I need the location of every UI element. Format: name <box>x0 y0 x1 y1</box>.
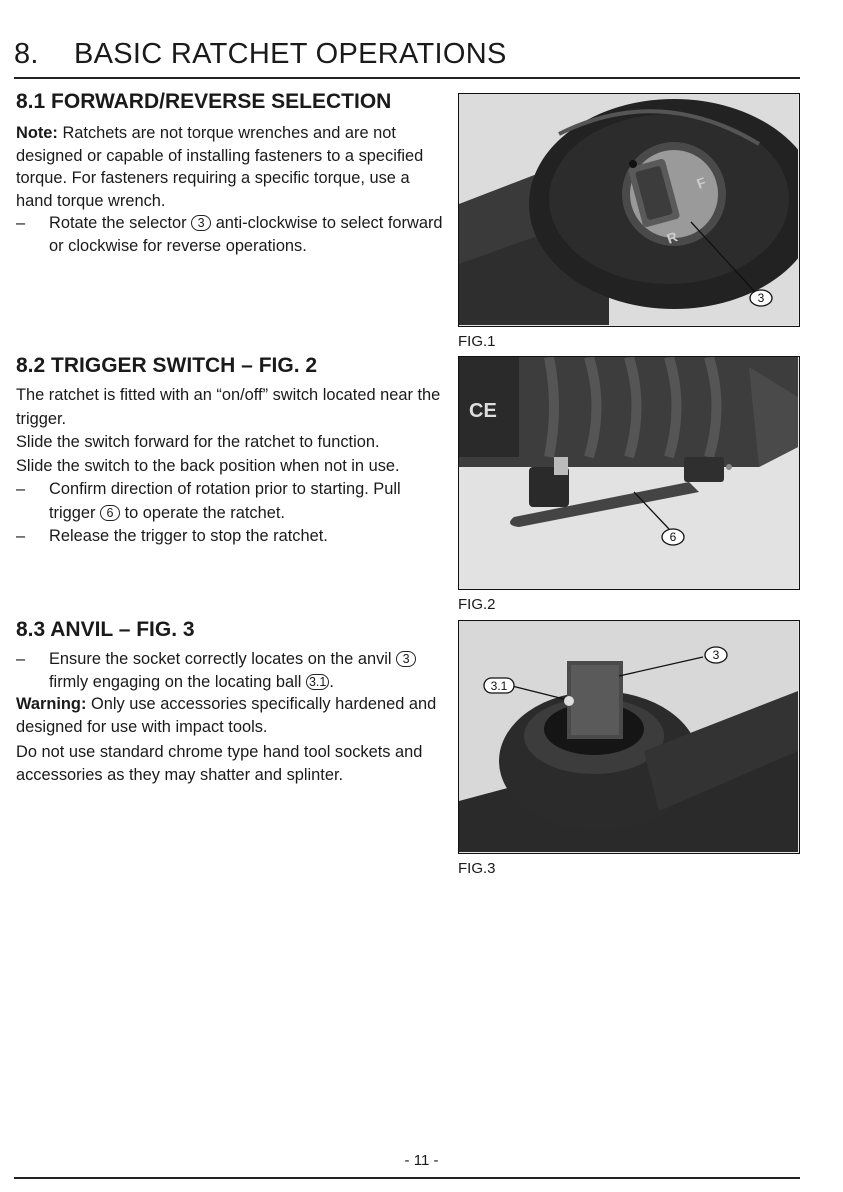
ref-callout: 3 <box>396 651 416 667</box>
bullet-text: . <box>329 672 334 691</box>
selector-letter-r: R <box>664 228 680 247</box>
bullet-text: Confirm direction of rotation prior to starting. Pull trigger <box>49 480 401 522</box>
paragraph: The ratchet is fitted with an “on/off” switch located near the trigger. <box>16 386 441 428</box>
callout-3: 3 <box>712 648 720 662</box>
chapter-title: BASIC RATCHET OPERATIONS <box>74 38 507 70</box>
bullet-dash: – <box>16 214 26 232</box>
chapter-number: 8. <box>14 38 39 70</box>
bullet-dash: – <box>16 527 26 545</box>
section-8-1-body <box>16 122 446 257</box>
warning-text: Only use accessories specifically hardened and designed for use with impact tools. <box>16 695 437 736</box>
ref-callout: 6 <box>100 505 120 521</box>
selector-letter-f: F <box>694 173 709 192</box>
callout-3: 3 <box>757 291 765 305</box>
note-text: Ratchets are not torque wrenches and are not designed or capable of installing fasteners to a specified torque. For fasteners requiring a specific torque, use a hand torque wrench. <box>16 124 424 210</box>
bullet-dash: – <box>16 650 26 668</box>
figure-3-caption: FIG.3 <box>458 860 496 877</box>
figure-3-image <box>458 620 800 854</box>
section-8-3-title: 8.3 ANVIL – FIG. 3 <box>16 618 195 641</box>
paragraph: Do not use standard chrome type hand tool sockets and accessories as they may shatter and splinter. <box>16 743 423 784</box>
figure-1-image <box>458 93 800 327</box>
figure-1-caption: FIG.1 <box>458 333 496 350</box>
footer-rule <box>14 1177 800 1179</box>
warning-paragraph <box>16 693 446 738</box>
page-heading <box>14 38 507 71</box>
brand-fragment: CE <box>469 400 497 422</box>
page-number: - 11 - <box>404 1152 439 1169</box>
ref-callout: 3 <box>191 215 211 231</box>
paragraph: Slide the switch forward for the ratchet to function. <box>16 433 380 451</box>
bullet-text: Ensure the socket correctly locates on the anvil <box>49 650 397 668</box>
section-8-2-title: 8.2 TRIGGER SWITCH – FIG. 2 <box>16 354 318 377</box>
section-8-2-body <box>16 384 446 549</box>
bullet-dash: – <box>16 480 26 498</box>
bullet-text: Release the trigger to stop the ratchet. <box>49 527 328 545</box>
bullet-text: to operate the ratchet. <box>120 503 285 522</box>
heading-rule <box>14 77 800 79</box>
trigger-bullet <box>16 478 446 525</box>
note-label: Note: <box>16 124 58 142</box>
bullet-text: firmly engaging on the locating ball <box>49 672 306 691</box>
warning-label: Warning: <box>16 695 87 713</box>
bullet-text: Rotate the selector <box>49 214 192 232</box>
callout-3-1: 3.1 <box>490 679 508 693</box>
paragraph: Slide the switch to the back position when not in use. <box>16 456 400 475</box>
selector-bullet <box>16 212 446 257</box>
note-paragraph <box>16 122 446 212</box>
section-8-3-body <box>16 648 446 786</box>
anvil-bullet <box>16 648 446 693</box>
figure-2-image <box>458 356 800 590</box>
release-bullet <box>16 525 446 549</box>
callout-6: 6 <box>669 530 677 544</box>
ref-callout: 3.1 <box>306 674 329 690</box>
bullet-text: anti-clockwise to select forward or clockwise for reverse operations. <box>49 214 443 255</box>
section-8-1-title: 8.1 FORWARD/REVERSE SELECTION <box>16 90 392 113</box>
figure-2-caption: FIG.2 <box>458 596 496 613</box>
